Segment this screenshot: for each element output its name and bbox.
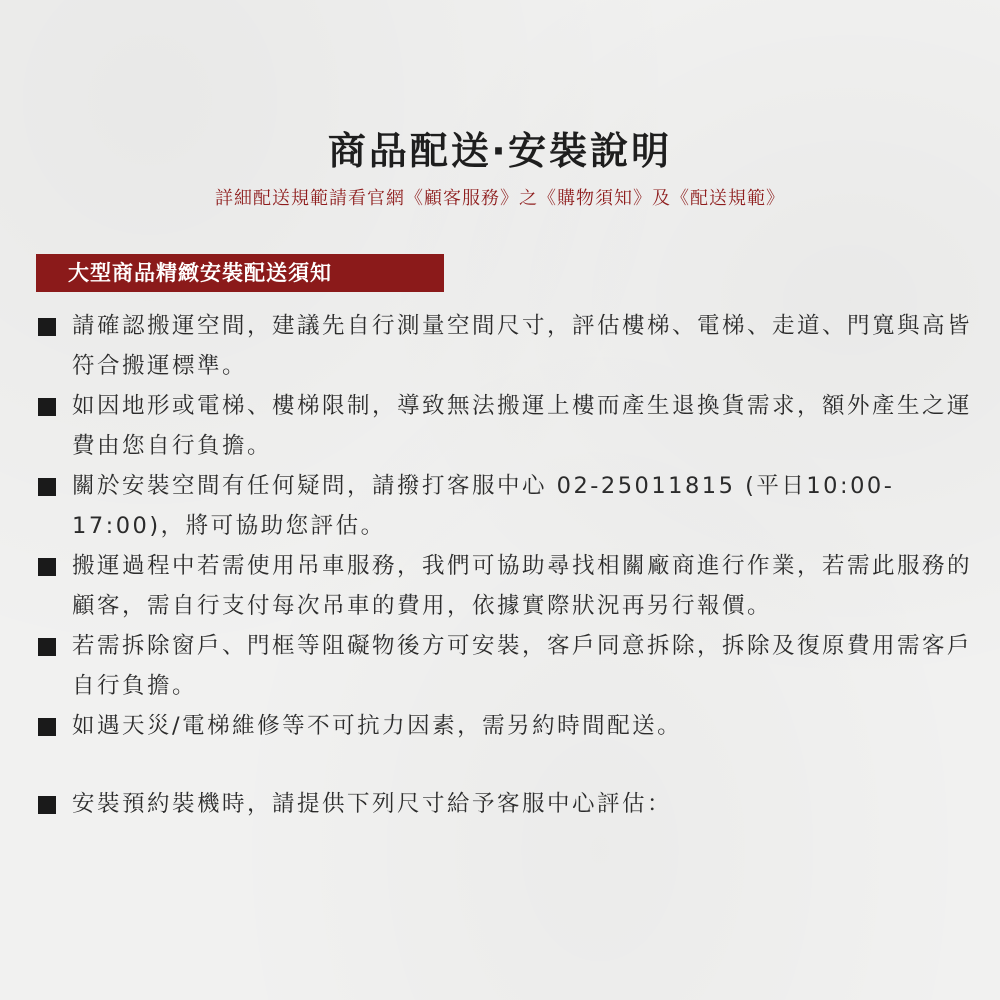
list-item-text: 安裝預約裝機時，請提供下列尺寸給予客服中心評估： xyxy=(72,791,673,817)
list-item-text: 關於安裝空間有任何疑問，請撥打客服中心 02-25011815 (平日10:00-17:00)，將可協助您評估。 xyxy=(72,473,895,539)
square-bullet-icon xyxy=(38,318,56,336)
square-bullet-icon xyxy=(38,398,56,416)
list-item xyxy=(38,546,978,626)
list-item-text: 如因地形或電梯、樓梯限制，導致無法搬運上樓而產生退換貨需求，額外產生之運費由您自行負擔。 xyxy=(72,393,973,459)
list-item-text: 若需拆除窗戶、門框等阻礙物後方可安裝，客戶同意拆除，拆除及復原費用需客戶自行負擔。 xyxy=(72,633,973,699)
section-header: 大型商品精緻安裝配送須知 xyxy=(36,254,444,292)
square-bullet-icon xyxy=(38,796,56,814)
square-bullet-icon xyxy=(38,718,56,736)
notice-list xyxy=(38,306,978,824)
list-item xyxy=(38,466,978,546)
list-item xyxy=(38,386,978,466)
list-item xyxy=(38,784,978,824)
page-title: 商品配送‧安裝說明 xyxy=(327,129,673,173)
list-item xyxy=(38,306,978,386)
list-item-text: 請確認搬運空間，建議先自行測量空間尺寸，評估樓梯、電梯、走道、門寬與高皆符合搬運標準。 xyxy=(72,313,973,379)
square-bullet-icon xyxy=(38,638,56,656)
square-bullet-icon xyxy=(38,478,56,496)
square-bullet-icon xyxy=(38,558,56,576)
page-subtitle: 詳細配送規範請看官網《顧客服務》之《購物須知》及《配送規範》 xyxy=(215,188,785,209)
list-item-text: 搬運過程中若需使用吊車服務，我們可協助尋找相關廠商進行作業，若需此服務的顧客，需自行支付每次吊車的費用，依據實際狀況再另行報價。 xyxy=(72,553,973,619)
list-item xyxy=(38,626,978,706)
list-item-text: 如遇天災/電梯維修等不可抗力因素，需另約時間配送。 xyxy=(72,713,683,739)
list-item xyxy=(38,706,978,746)
